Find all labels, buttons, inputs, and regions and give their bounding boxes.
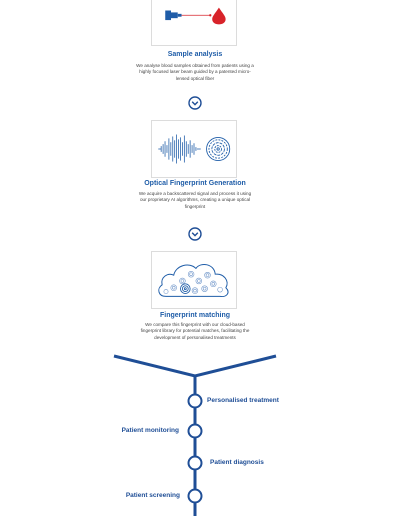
sample-analysis-illustration	[151, 0, 237, 46]
step-title: Sample analysis	[167, 51, 223, 58]
timeline-label: Patient diagnosis	[210, 459, 264, 466]
step-description: We acquire a backscattered signal and process it using our proprietary AI algorithms, creating a unique optical fingerprint	[138, 191, 252, 209]
timeline-label: Personalised treatment	[207, 397, 279, 404]
timeline-node	[189, 425, 202, 438]
fingerprint-matching-illustration	[151, 251, 237, 309]
care-pathway-timeline	[0, 350, 400, 516]
next-step-chevron[interactable]	[188, 227, 202, 241]
timeline-label: Patient screening	[125, 492, 180, 499]
signal-fingerprint-icon	[152, 121, 236, 177]
step-description: We analyse blood samples obtained from patients using a highly focused laser beam guided by a patented micro-lensed optical fiber	[136, 63, 254, 81]
cloud-fingerprint-library-icon	[152, 252, 236, 308]
chevron-down-icon	[188, 96, 202, 110]
laser-fiber-blood-drop-icon	[152, 0, 236, 45]
timeline-node	[189, 457, 202, 470]
timeline-node	[189, 395, 202, 408]
step-title: Fingerprint matching	[160, 312, 230, 319]
timeline-node	[189, 490, 202, 503]
next-step-chevron[interactable]	[188, 96, 202, 110]
timeline-label: Patient monitoring	[121, 427, 179, 434]
optical-fingerprint-illustration	[151, 120, 237, 178]
chevron-down-icon	[188, 227, 202, 241]
step-description: We compare this fingerprint with our cloud-based fingerprint library for potential matches, facilitating the development of personalised treatments	[140, 322, 250, 340]
step-title: Optical Fingerprint Generation	[144, 180, 246, 187]
